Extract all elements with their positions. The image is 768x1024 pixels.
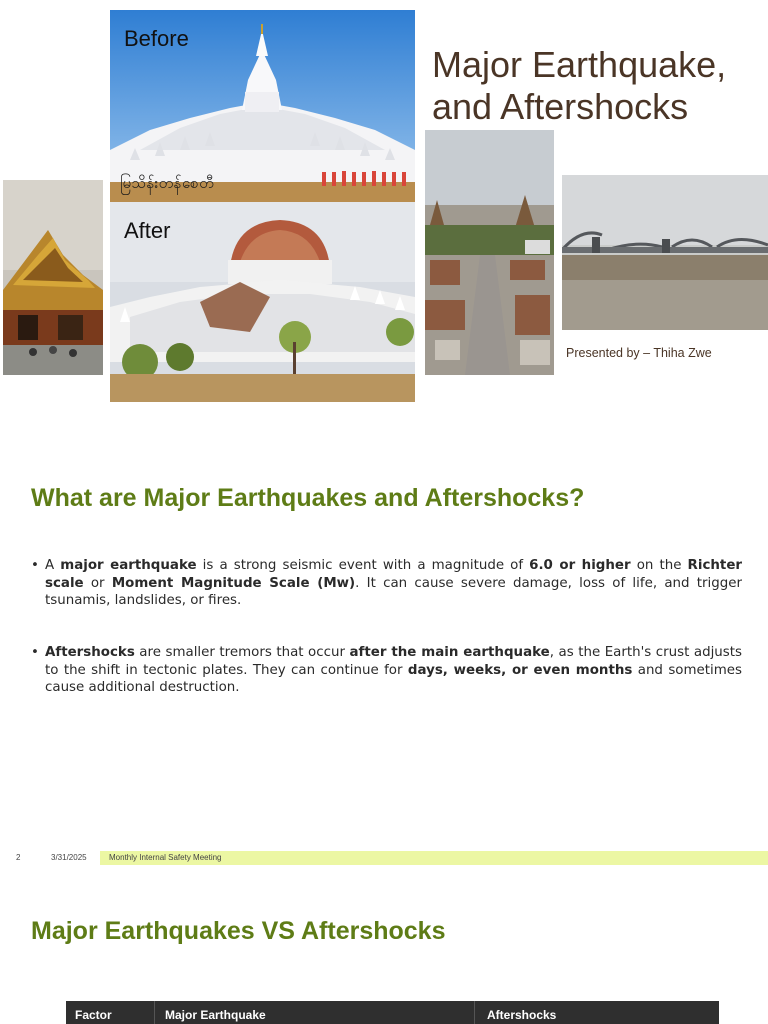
aerial-damage-photo bbox=[425, 130, 554, 375]
slide-heading: What are Major Earthquakes and Aftershocks? bbox=[31, 484, 585, 512]
after-pagoda-photo bbox=[110, 202, 415, 402]
header-cell-major-earthquake: Major Earthquake bbox=[165, 1008, 266, 1022]
footer-band bbox=[100, 851, 768, 865]
bridge-collapse-photo bbox=[562, 175, 768, 330]
header-cell-factor: Factor bbox=[75, 1008, 112, 1022]
column-divider bbox=[154, 1001, 155, 1024]
bullet-dot: • bbox=[31, 645, 39, 660]
before-pagoda-photo bbox=[110, 10, 415, 202]
before-label: Before bbox=[124, 26, 189, 51]
slide-footer bbox=[0, 851, 768, 865]
header-cell-aftershocks: Aftershocks bbox=[487, 1008, 557, 1022]
footer-date: 3/31/2025 bbox=[51, 853, 87, 862]
bullet-text: Aftershocks are smaller tremors that occur after the main earthquake, as the Earth's crust adjusts to the shift in tectonic plates. They can continue for days, weeks, or even months and sometimes cause additional destruction. bbox=[45, 645, 742, 695]
bullet-dot: • bbox=[31, 558, 39, 573]
comparison-table-header bbox=[66, 1001, 719, 1024]
presenter-credit: Presented by – Thiha Zwe bbox=[566, 346, 712, 360]
bullet-text: A major earthquake is a strong seismic event with a magnitude of 6.0 or higher on the Richter scale or Moment Magnitude Scale (Mw). It can cause severe damage, loss of life, and trigger tsunamis, landslides, or fires. bbox=[45, 558, 743, 608]
slide-heading: Major Earthquakes VS Aftershocks bbox=[31, 917, 446, 945]
burmese-caption: မြသိန်းတန်စေတီ bbox=[120, 174, 215, 192]
after-label: After bbox=[124, 218, 171, 243]
presentation-title: Major Earthquake, and Aftershocks bbox=[432, 44, 727, 127]
column-divider bbox=[474, 1001, 475, 1024]
meeting-name: Monthly Internal Safety Meeting bbox=[109, 853, 222, 862]
page-number: 2 bbox=[16, 853, 21, 862]
bullet-aftershocks bbox=[31, 644, 742, 697]
bullet-major-earthquake bbox=[31, 557, 742, 610]
pagoda-roof-photo bbox=[3, 180, 103, 375]
